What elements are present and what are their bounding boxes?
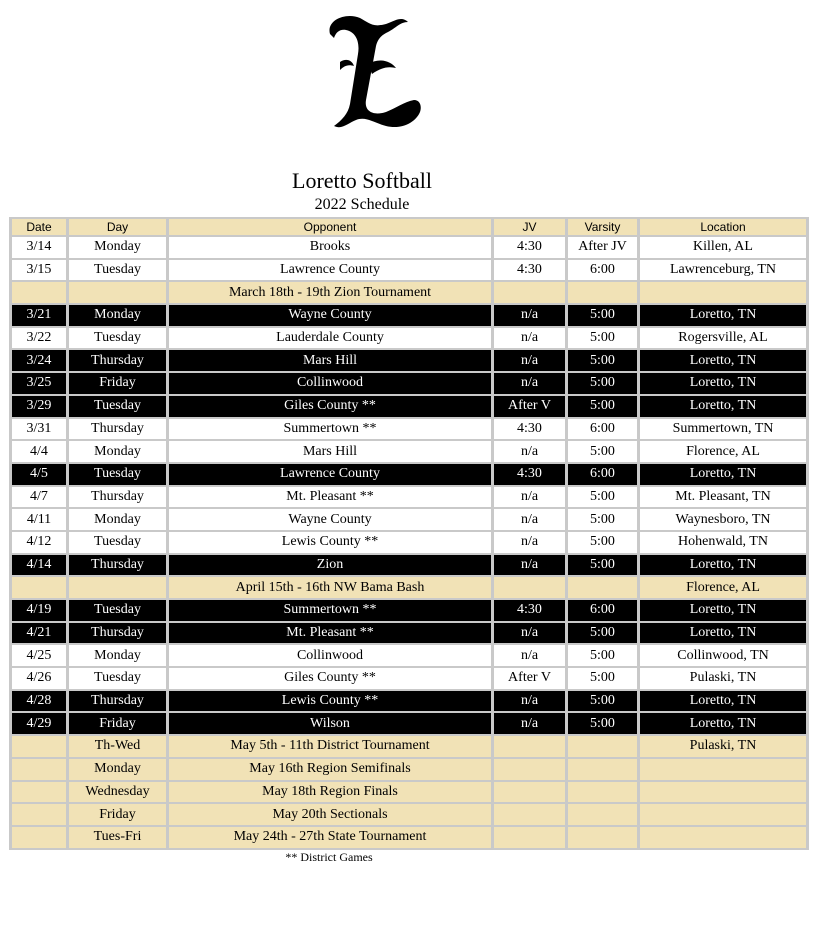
cell-varsity [568,577,637,598]
cell-jv: n/a [494,532,565,553]
cell-jv: n/a [494,691,565,712]
cell-day: Friday [69,804,166,825]
cell-opponent: Lawrence County [169,464,491,485]
cell-day: Monday [69,237,166,258]
cell-varsity [568,736,637,757]
cell-opponent: Lawrence County [169,260,491,281]
cell-jv [494,827,565,848]
table-row [12,623,806,644]
cell-date [12,736,66,757]
cell-location: Pulaski, TN [640,736,806,757]
cell-opponent: May 16th Region Semifinals [169,759,491,780]
cell-opponent: Summertown ** [169,600,491,621]
table-row [12,487,806,508]
cell-varsity: 5:00 [568,350,637,371]
table-row [12,282,806,303]
cell-opponent: Giles County ** [169,668,491,689]
cell-jv: n/a [494,555,565,576]
cell-jv [494,736,565,757]
cell-day: Thursday [69,555,166,576]
cell-location: Loretto, TN [640,464,806,485]
cell-day: Th-Wed [69,736,166,757]
cell-location: Loretto, TN [640,396,806,417]
cell-date: 4/14 [12,555,66,576]
cell-varsity [568,759,637,780]
cell-jv: n/a [494,350,565,371]
cell-day: Monday [69,441,166,462]
header-jv: JV [494,219,565,235]
cell-location: Hohenwald, TN [640,532,806,553]
cell-varsity: 5:00 [568,645,637,666]
cell-date [12,282,66,303]
cell-jv: n/a [494,441,565,462]
cell-opponent: March 18th - 19th Zion Tournament [169,282,491,303]
cell-day: Thursday [69,350,166,371]
cell-location: Summertown, TN [640,419,806,440]
cell-opponent: Zion [169,555,491,576]
cell-date: 3/21 [12,305,66,326]
cell-varsity: 6:00 [568,260,637,281]
cell-jv [494,804,565,825]
header-opponent: Opponent [169,219,491,235]
cell-jv: n/a [494,328,565,349]
cell-opponent: Lewis County ** [169,691,491,712]
page-title: Loretto Softball [292,168,432,193]
cell-day: Tuesday [69,328,166,349]
cell-jv: 4:30 [494,260,565,281]
cell-day: Tuesday [69,464,166,485]
cell-opponent: May 5th - 11th District Tournament [169,736,491,757]
team-logo [316,8,428,136]
cell-jv [494,577,565,598]
table-row [12,396,806,417]
cell-varsity: 6:00 [568,464,637,485]
cell-day: Thursday [69,419,166,440]
cell-jv: n/a [494,487,565,508]
cell-varsity: 5:00 [568,509,637,530]
cell-date [12,827,66,848]
cell-varsity: 5:00 [568,441,637,462]
table-row [12,555,806,576]
header-location: Location [640,219,806,235]
cell-opponent: Wilson [169,713,491,734]
header-varsity: Varsity [568,219,637,235]
cell-date: 4/25 [12,645,66,666]
table-row [12,759,806,780]
cell-date [12,804,66,825]
cell-location: Loretto, TN [640,350,806,371]
table-row [12,373,806,394]
cell-date: 4/12 [12,532,66,553]
cell-varsity: 6:00 [568,600,637,621]
cell-opponent: May 20th Sectionals [169,804,491,825]
cell-date: 3/25 [12,373,66,394]
cell-jv: After V [494,668,565,689]
cell-date: 4/26 [12,668,66,689]
cell-jv [494,759,565,780]
table-row [12,782,806,803]
cell-location [640,804,806,825]
header-row [12,219,806,235]
cell-date: 4/7 [12,487,66,508]
cell-date: 4/5 [12,464,66,485]
cell-jv: n/a [494,623,565,644]
cell-jv: After V [494,396,565,417]
cell-day: Monday [69,305,166,326]
cell-day: Monday [69,759,166,780]
table-row [12,577,806,598]
cell-opponent: April 15th - 16th NW Bama Bash [169,577,491,598]
cell-jv: n/a [494,645,565,666]
cell-location: Loretto, TN [640,305,806,326]
cell-varsity [568,782,637,803]
cell-varsity: 5:00 [568,668,637,689]
table-row [12,713,806,734]
cell-location: Lawrenceburg, TN [640,260,806,281]
cell-location: Loretto, TN [640,713,806,734]
table-row [12,305,806,326]
table-row [12,827,806,848]
cell-jv: n/a [494,713,565,734]
header-day: Day [69,219,166,235]
cell-location: Mt. Pleasant, TN [640,487,806,508]
cell-location: Loretto, TN [640,691,806,712]
table-row [12,237,806,258]
cell-opponent: Mt. Pleasant ** [169,487,491,508]
cell-day: Friday [69,713,166,734]
cell-varsity: 5:00 [568,396,637,417]
cell-varsity: 5:00 [568,373,637,394]
cell-location [640,282,806,303]
table-row [12,804,806,825]
table-row [12,600,806,621]
cell-location: Killen, AL [640,237,806,258]
cell-opponent: Summertown ** [169,419,491,440]
cell-date: 4/28 [12,691,66,712]
cell-date: 4/29 [12,713,66,734]
cell-jv: n/a [494,373,565,394]
gothic-l-logo [316,8,428,136]
cell-opponent: Mt. Pleasant ** [169,623,491,644]
cell-day: Tuesday [69,668,166,689]
cell-opponent: Collinwood [169,645,491,666]
cell-opponent: May 18th Region Finals [169,782,491,803]
cell-date: 4/19 [12,600,66,621]
table-row [12,328,806,349]
cell-day: Thursday [69,487,166,508]
cell-opponent: Wayne County [169,305,491,326]
cell-date: 3/24 [12,350,66,371]
cell-location: Waynesboro, TN [640,509,806,530]
cell-day: Tuesday [69,532,166,553]
cell-date: 3/14 [12,237,66,258]
cell-day [69,282,166,303]
cell-jv: 4:30 [494,464,565,485]
cell-jv: n/a [494,305,565,326]
cell-day: Thursday [69,623,166,644]
page-subtitle: 2022 Schedule [314,196,410,213]
table-row [12,668,806,689]
cell-date: 3/22 [12,328,66,349]
cell-location: Loretto, TN [640,555,806,576]
cell-day [69,577,166,598]
cell-opponent: May 24th - 27th State Tournament [169,827,491,848]
cell-jv: n/a [494,509,565,530]
cell-date: 4/11 [12,509,66,530]
cell-day: Tuesday [69,396,166,417]
cell-location: Pulaski, TN [640,668,806,689]
cell-varsity: 5:00 [568,487,637,508]
cell-varsity: 5:00 [568,328,637,349]
cell-opponent: Giles County ** [169,396,491,417]
table-row [12,350,806,371]
cell-opponent: Lewis County ** [169,532,491,553]
cell-location: Loretto, TN [640,623,806,644]
cell-day: Thursday [69,691,166,712]
cell-day: Tues-Fri [69,827,166,848]
cell-day: Tuesday [69,600,166,621]
cell-day: Wednesday [69,782,166,803]
cell-location: Loretto, TN [640,600,806,621]
cell-opponent: Collinwood [169,373,491,394]
cell-opponent: Brooks [169,237,491,258]
cell-location: Florence, AL [640,577,806,598]
cell-date: 4/4 [12,441,66,462]
cell-day: Monday [69,645,166,666]
cell-day: Friday [69,373,166,394]
cell-jv [494,282,565,303]
cell-varsity: 5:00 [568,305,637,326]
cell-date [12,577,66,598]
cell-location: Rogersville, AL [640,328,806,349]
table-row [12,260,806,281]
cell-date: 3/29 [12,396,66,417]
header-date: Date [12,219,66,235]
cell-varsity: After JV [568,237,637,258]
cell-varsity: 6:00 [568,419,637,440]
cell-opponent: Wayne County [169,509,491,530]
cell-jv: 4:30 [494,237,565,258]
cell-location: Collinwood, TN [640,645,806,666]
cell-date: 3/15 [12,260,66,281]
cell-location: Loretto, TN [640,373,806,394]
cell-opponent: Mars Hill [169,350,491,371]
cell-location [640,827,806,848]
cell-location [640,782,806,803]
table-row [12,441,806,462]
table-row [12,419,806,440]
cell-varsity [568,804,637,825]
cell-date: 3/31 [12,419,66,440]
cell-date [12,759,66,780]
cell-date [12,782,66,803]
schedule-table [9,217,809,850]
table-row [12,509,806,530]
cell-varsity: 5:00 [568,691,637,712]
cell-varsity: 5:00 [568,713,637,734]
footnote: ** District Games [285,850,373,864]
table-row [12,645,806,666]
table-row [12,464,806,485]
cell-jv: 4:30 [494,419,565,440]
cell-varsity: 5:00 [568,623,637,644]
cell-date: 4/21 [12,623,66,644]
cell-day: Tuesday [69,260,166,281]
cell-location [640,759,806,780]
cell-varsity: 5:00 [568,555,637,576]
cell-jv: 4:30 [494,600,565,621]
cell-varsity: 5:00 [568,532,637,553]
cell-varsity [568,282,637,303]
schedule-body [12,237,806,848]
cell-varsity [568,827,637,848]
cell-opponent: Lauderdale County [169,328,491,349]
table-row [12,736,806,757]
table-row [12,691,806,712]
cell-opponent: Mars Hill [169,441,491,462]
cell-jv [494,782,565,803]
cell-day: Monday [69,509,166,530]
cell-location: Florence, AL [640,441,806,462]
table-row [12,532,806,553]
